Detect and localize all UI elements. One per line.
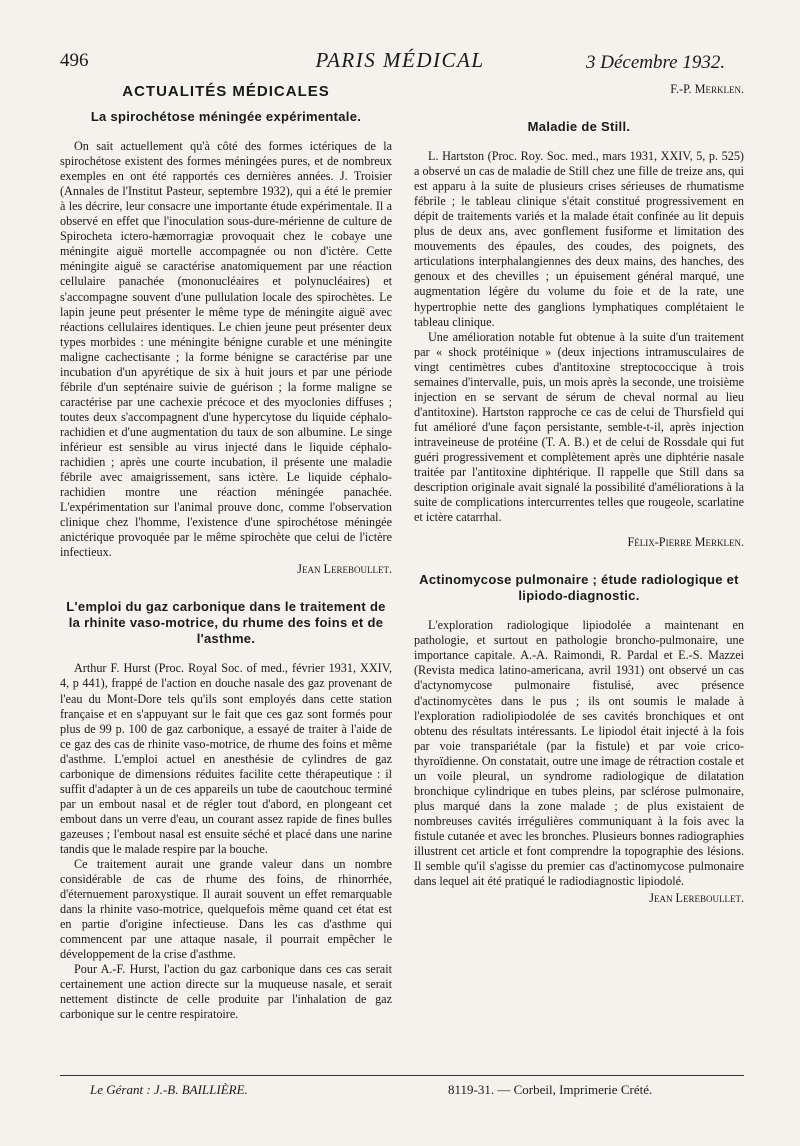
journal-title: PARIS MÉDICAL [315,48,485,72]
article-title: L'emploi du gaz carbonique dans le traitement de la rhinite vaso-motrice, du rhume des foins et de l'asthme. [66,599,386,647]
article-paragraph: L. Hartston (Proc. Roy. Soc. med., mars 1931, XXIV, 5, p. 525) a observé un cas de maladie de Still chez une fille de treize ans, qui est apparu à la suite de plusieurs crises sérieuses de rhumatisme fébrile ; le tableau clinique s'était constitué progressivement en dépit de traitements variés et la malade était confinée au lit depuis plus de deux ans, avec gonflement fusiforme et limitation des mouvements des épaules, des coudes, des poignets, des articulations interphalangiennes des deux mains, des hanches, des genoux et des chevilles ; un épuisement général marqué, une augmentation légère du volume du foie et de la rate, une hypertrophie nette des ganglions lymphatiques complétaient le tableau clinique. [414,149,744,329]
issue-date: 3 Décembre 1932. [586,52,726,73]
article-author: F.-P. Merklen. [670,82,744,96]
article-paragraph: On sait actuellement qu'à côté des formes ictériques de la spirochétose existent des formes méningées pures, et de nombreux exemples en ont été rapportés ces dernières années. J. Troisier (Annales de l'Institut Pasteur, septembre 1932), qui a été le premier à les décrire, leur consacre une importante étude expérimentale. Il a observé en effet que l'inoculation sous-dure-mérienne de culture de Spirocheta ictero-hæmorragiæ provoquait chez le cobaye une méningite aiguë mortelle accompagnée ou non d'ictère. Cette méningite aiguë se caractérise anatomiquement par une réaction cellulaire panachée (mononucléaires et polynucléaires) et s'accompagne souvent d'une pullulation locale des spirochètes. Le lapin jeune peut présenter le même type de méningite aiguë avec réactions cellulaires identiques. Le chien jeune peut présenter deux types morbides : une méningite bénigne curable et une méningite maligne cachectisante ; la forme bénigne se caractérise par une incubation d'un apyrétique de six à huit jours et par une période fébrile d'un septénaire suivie de guérison ; la forme maligne se caractérise par une cachexie précoce et des myoclonies diffuses ; toutes deux s'accompagnent d'une hypercytose du liquide céphalo-rachidien et d'une augmentation du taux de son albumine. Le singe inférieur est sensible au virus injecté dans le liquide céphalo-rachidien ; après une courte incubation, il présente une maladie fébrile avec amaigrissement, sans ictère. Le liquide céphalo-rachidien montre une réaction méningée panachée. L'expérimentation sur l'animal prouve donc, comme l'observation clinique chez l'homme, l'existence d'une spirochétose méningée anictérique provoquée par le même spirochète que celui de l'ictère infectieux. [60,139,392,560]
right-column [414,80,744,906]
article-author: Félix-Pierre Merklen. [627,535,744,550]
article-paragraph: Arthur F. Hurst (Proc. Royal Soc. of med., février 1931, XXIV, 4, p 441), frappé de l'action en douche nasale des gaz provenant de l'eau du Mont-Dore tels qu'ils sont employés dans cette station française et en s'appuyant sur le fait que ces gaz sont formés pour plus de 99 p. 100 de gaz carbonique, a essayé de traiter à l'aide de ce gaz des cas de rhinite vaso-motrice, de rhume des foins et même d'asthme. L'emploi actuel en anesthésie de cylindres de gaz carbonique de dimensions réduites facilite cette thérapeutique : il suffit d'adapter à un de ces appareils un tube de caoutchouc terminé par un embout nasal et de régler tout d'abord, en plongeant cet embout dans un verre d'eau, un courant assez rapide de fines bulles gazeuses ; l'embout nasal est ensuite séché et placé dans une narine tandis que le malade respire par la bouche. [60,661,392,856]
article-title: La spirochétose méningée expérimentale. [90,109,362,125]
article-paragraph: Ce traitement aurait une grande valeur dans un nombre considérable de cas de rhume des foins, de rhinorrhée, d'éternuement paroxystique. Il aurait souvent un effet remarquable dans la rhinite vaso-motrice, quelquefois même quand cet état est en partie d'origine infectieuse. Dans les cas d'asthme qui commencent par une attaque nasale, il pourrait empêcher le développement de la crise d'asthme. [60,857,392,962]
article-title: Actinomycose pulmonaire ; étude radiologique et lipiodo-diagnostic. [419,572,739,604]
article-paragraph: L'exploration radiologique lipiodolée a maintenant en pathologie, et surtout en pathologie broncho-pulmonaire, une importance capitale. A.-A. Raimondi, R. Pardal et E.-S. Mazzei (Revista medica latino-americana, avril 1931) ont observé un cas d'actynomycose pulmonaire fistulisé, avec présence d'actinomycètes dans le pus ; ils ont soumis le malade à l'exploration radiolipiodolée de ses cavités bronchiques et ont obtenu des résultats intéressants. Le lipiodol était injecté à la fois par voie transpariétale (par la fistule) et par voie crico-thyroïdienne. On constatait, outre une image de rétraction costale et un voile pleural, un syndrome radiologique de dilatation bronchique cylindrique en tubes pleins, par sclérose pulmonaire, plus marqué dans la zone malade ; de plus existaient de nombreuses cavités irrégulières communiquant à la fois avec la fistule cutanée et avec les bronches. Plusieurs bonnes radiographies illustrent cet article et font comprendre la topographie des lésions. Il semble qu'il s'agisse du premier cas d'actinomycose pulmonaire dans lequel ait été pratiqué le radiodiagnostic lipiodolé. [414,618,744,889]
article-author: Jean Lereboullet. [649,891,744,906]
left-column [60,84,392,1023]
footer-printer: 8119-31. — Corbeil, Imprimerie Crété. [448,1082,653,1097]
article-title: Maladie de Still. [527,119,631,135]
page-number: 496 [60,50,89,71]
footer-publisher: Le Gérant : J.-B. BAILLIÈRE. [90,1082,248,1097]
section-title: ACTUALITÉS MÉDICALES [122,83,330,100]
footer-divider [60,1075,744,1076]
article-author: Jean Lereboullet. [297,562,392,577]
article-paragraph: Une amélioration notable fut obtenue à la suite d'un traitement par « shock protéinique » (deux injections intramusculaires de vingt centimètres cubes d'antitoxine streptococcique à trois semaines d'intervalle, puis, un mois après la seconde, une troisième injection en se servant de sérum de cheval normal au lieu d'antitoxine). Hartston rapproche ce cas de celui de Thursfield qui fut amélioré d'une façon persistante, semble-t-il, après injection intraveineuse de protéine (T. A. B.) et de celui de Rossdale qui fut guéri progressivement et complètement après une diphtérie nasale traitée par l'antitoxine diphtérique. Il rappelle que Still dans sa description originale avait signalé la possibilité d'améliorations à la suite de complications intercurrentes telles que rougeole, scarlatine et ictère catarrhal. [414,329,744,525]
article-paragraph: Pour A.-F. Hurst, l'action du gaz carbonique dans ces cas serait certainement une action directe sur la muqueuse nasale, et serait nettement distincte de celle produite par l'inhalation de gaz carbonique sur le centre respiratoire. [60,962,392,1022]
